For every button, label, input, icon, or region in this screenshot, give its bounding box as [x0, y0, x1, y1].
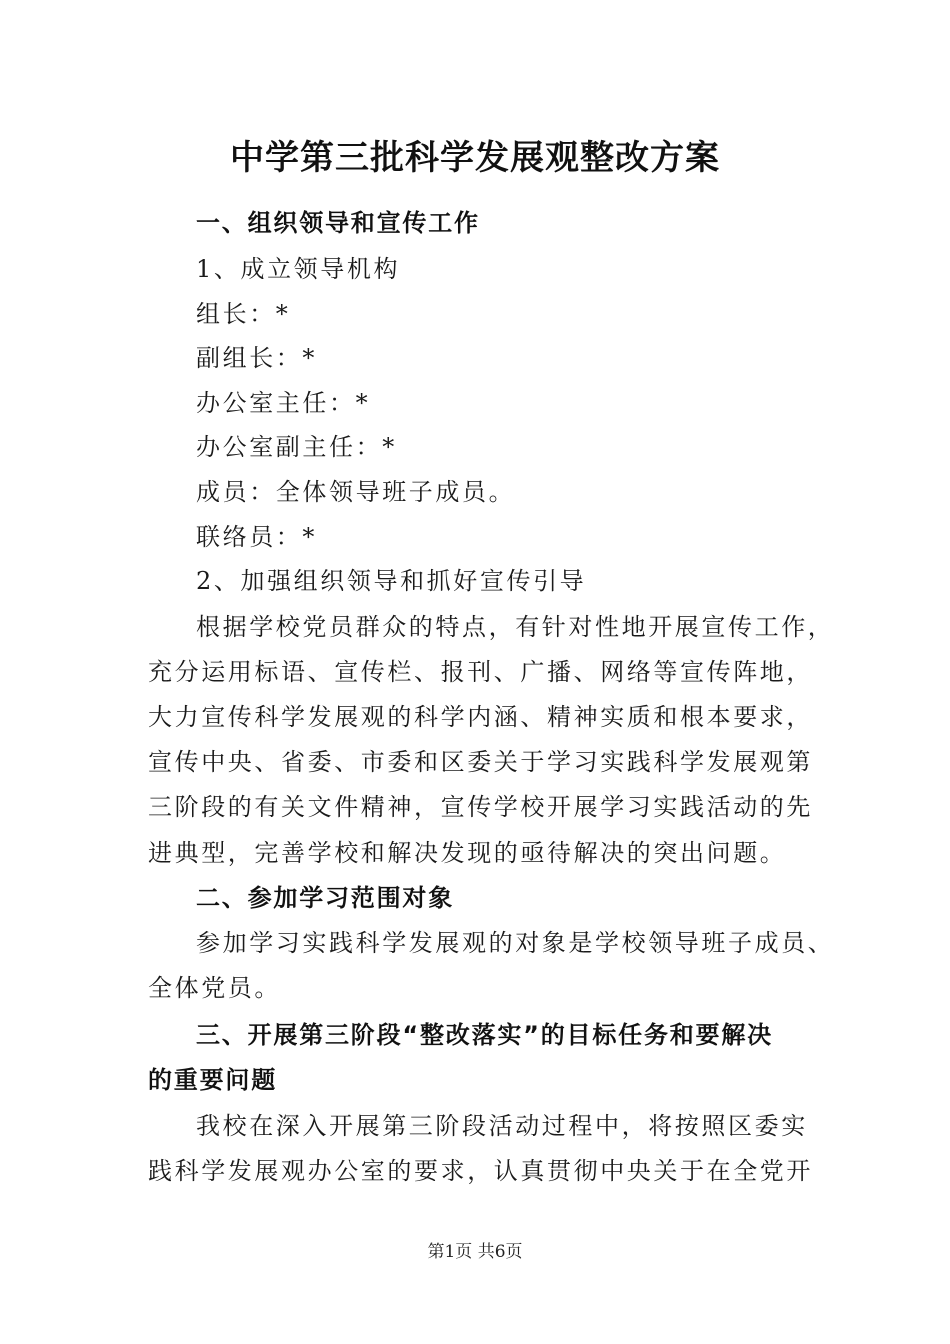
paragraph-line: 大力宣传科学发展观的科学内涵、精神实质和根本要求， [148, 703, 813, 731]
paragraph-line: 三阶段的有关文件精神，宣传学校开展学习实践活动的先 [148, 793, 813, 821]
paragraph-line: 根据学校党员群众的特点，有针对性地开展宣传工作， [196, 613, 835, 641]
paragraph-line: 成员：全体领导班子成员。 [196, 478, 516, 506]
document-title: 中学第三批科学发展观整改方案 [230, 138, 720, 178]
section-heading-1: 一、组织领导和宣传工作 [196, 209, 480, 237]
section-heading-3: 三、开展第三阶段“整改落实”的目标任务和要解决 [196, 1021, 773, 1049]
paragraph-line: 联络员：* [196, 523, 317, 551]
section-heading-2: 二、参加学习范围对象 [196, 884, 454, 912]
paragraph-line: 践科学发展观办公室的要求，认真贯彻中央关于在全党开 [148, 1157, 813, 1185]
page-number: 第1页 共6页 [427, 1242, 523, 1262]
paragraph-line: 充分运用标语、宣传栏、报刊、广播、网络等宣传阵地， [148, 658, 813, 686]
paragraph-line: 组长：* [196, 300, 291, 328]
paragraph-line: 办公室副主任：* [196, 433, 397, 461]
paragraph-line: 宣传中央、省委、市委和区委关于学习实践科学发展观第 [148, 748, 813, 776]
paragraph-line: 办公室主任：* [196, 389, 371, 417]
paragraph-line: 进典型，完善学校和解决发现的亟待解决的突出问题。 [148, 839, 787, 867]
paragraph-line: 参加学习实践科学发展观的对象是学校领导班子成员、 [196, 929, 835, 957]
paragraph-line: 全体党员。 [148, 974, 281, 1002]
paragraph-line: 副组长：* [196, 344, 317, 372]
section-heading-3-cont: 的重要问题 [148, 1066, 277, 1094]
subheading-2: 2、加强组织领导和抓好宣传引导 [196, 567, 587, 595]
paragraph-line: 我校在深入开展第三阶段活动过程中，将按照区委实 [196, 1112, 808, 1140]
subheading-1: 1、成立领导机构 [196, 255, 401, 283]
